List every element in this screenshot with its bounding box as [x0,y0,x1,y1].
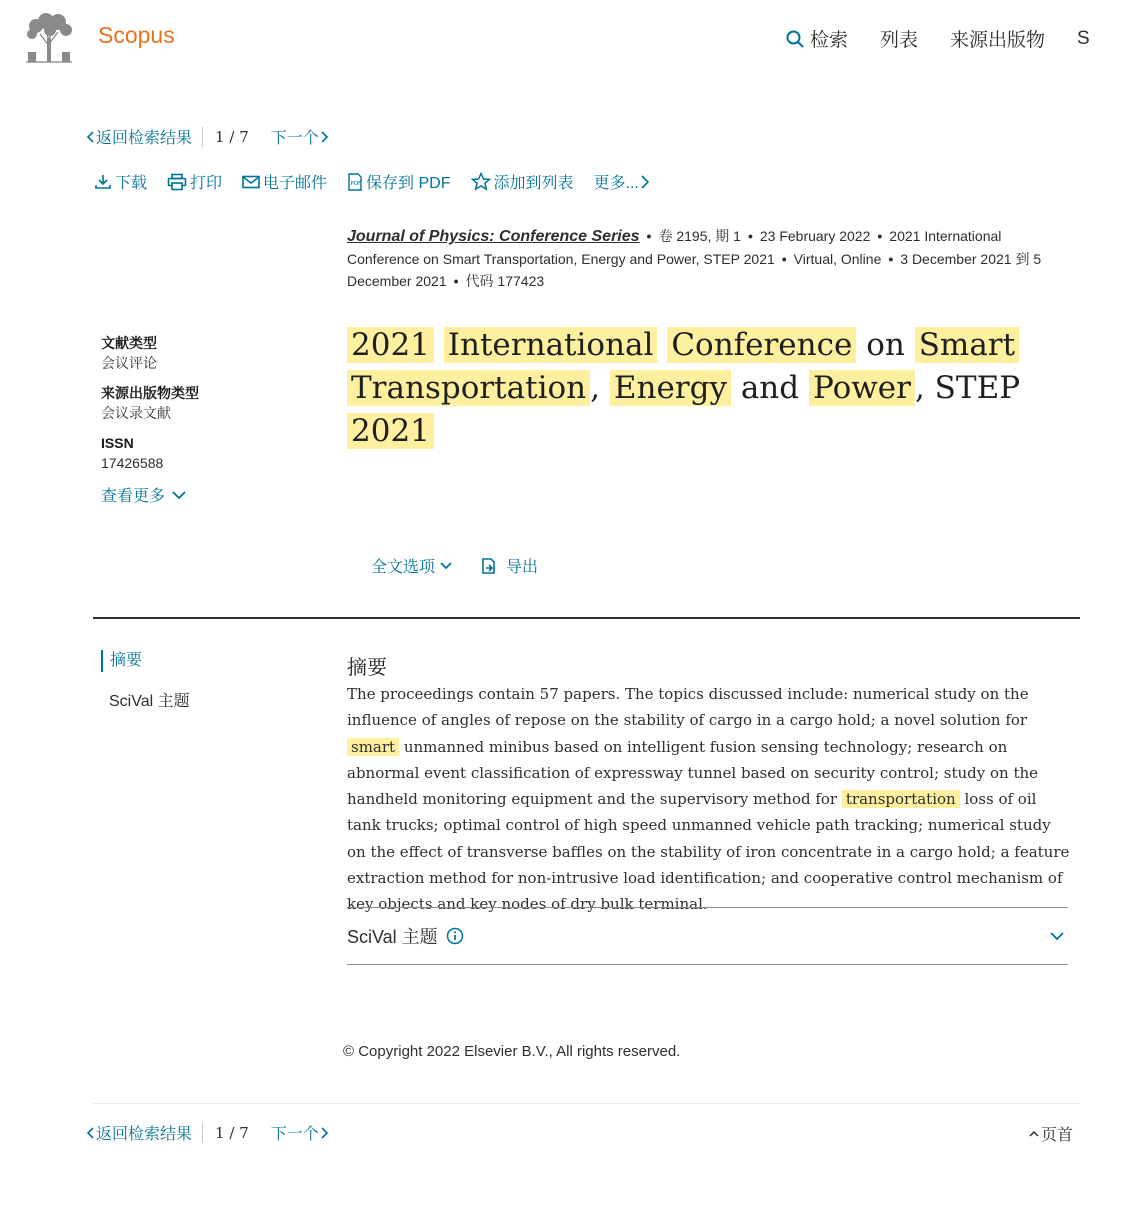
title-highlight: Power [809,370,915,406]
title-highlight: 2021 [347,327,434,363]
total-count: 7 [239,1123,249,1142]
scival-topics-accordion[interactable] [347,907,1068,965]
nav-search-label: 检索 [810,30,849,51]
sidenav-item-scival[interactable]: SciVal 主题 [109,693,190,710]
title-highlight: 2021 [347,413,434,449]
back-to-results-link[interactable] [86,125,192,148]
title-highlight: Smart [915,327,1019,363]
document-toolbar [94,170,674,193]
abstract-highlight: transportation [842,790,960,808]
more-actions-button[interactable] [594,170,654,193]
title-word: and [740,370,800,406]
full-text-options-button[interactable] [371,554,457,577]
conference-code: 代码 177423 [465,273,545,289]
total-count: 7 [239,127,249,146]
nav-search[interactable] [786,25,848,52]
nav-more-label: S [1077,27,1090,49]
star-icon [471,172,491,191]
document-title [347,324,1067,453]
next-result-link[interactable] [271,125,329,148]
source-type-label: 来源出版物类型 [101,385,199,401]
save-pdf-button[interactable] [347,170,450,193]
current-index: 1 [215,127,225,146]
scival-label: SciVal 主题 [347,927,438,947]
export-icon [479,556,499,576]
source-info [347,225,1057,292]
doc-type-value: 会议评论 [101,355,157,371]
document-actions [371,554,560,577]
section-sidenav [101,650,301,713]
nav-sources[interactable] [950,25,1045,52]
title-highlight: Transportation [347,370,590,406]
main-nav [786,25,1122,52]
result-pager [215,1124,249,1142]
chevron-left-icon [86,1126,96,1140]
title-word: on [866,327,905,363]
export-label: 导出 [506,559,539,576]
back-to-top-button[interactable] [1027,1122,1073,1145]
email-label: 电子邮件 [263,175,328,192]
back-to-top-label: 页首 [1041,1127,1074,1144]
conference-name: 2021 International Conference on Smart Transportation, Energy and Power, STEP 2021 [347,228,1002,267]
title-highlight: International [444,327,658,363]
chevron-right-icon [319,130,329,144]
scopus-brand[interactable]: Scopus [98,22,175,48]
volume-issue: 卷 2195, 期 1 [658,228,741,244]
full-text-options-label: 全文选项 [371,559,436,576]
title-word: , [590,370,600,406]
chevron-down-icon [435,559,457,573]
export-button[interactable] [479,554,538,577]
chevron-down-icon [165,488,191,502]
svg-text:PDF: PDF [350,180,362,187]
abstract-highlight: smart [347,738,399,756]
footer-divider [93,1103,1080,1104]
current-index: 1 [215,1123,225,1142]
elsevier-tree-logo[interactable] [20,12,78,64]
document-metadata [101,333,301,506]
pager-slash: / [229,1123,235,1142]
separator-dot: • [646,228,652,244]
view-more-label: 查看更多 [101,488,166,505]
pager-slash: / [229,127,235,146]
view-more-button[interactable] [101,483,301,506]
chevron-right-icon [319,1126,329,1140]
nav-more[interactable] [1077,28,1090,50]
scival-header [347,923,464,949]
download-button[interactable] [94,170,147,193]
back-to-results-label: 返回检索结果 [96,1126,193,1143]
nav-lists[interactable] [880,25,918,52]
journal-link[interactable]: Journal of Physics: Conference Series [347,228,640,245]
separator-dot: • [747,228,753,244]
title-highlight: Energy [610,370,731,406]
save-pdf-label: 保存到 PDF [366,175,451,192]
email-button[interactable] [242,170,327,193]
title-highlight: Conference [667,327,856,363]
back-to-results-label: 返回检索结果 [96,130,193,147]
divider [202,127,203,147]
search-icon [786,30,804,48]
print-button[interactable] [167,170,222,193]
section-divider [93,617,1080,619]
conference-dates: 3 December 2021 到 5 December 2021 [347,251,1042,289]
result-pager [215,128,249,146]
print-icon [167,173,187,191]
result-navigation-top [86,125,329,148]
chevron-up-icon [1027,1128,1041,1140]
source-type-value: 会议录文献 [101,405,171,421]
next-result-label: 下一个 [270,130,319,147]
more-actions-label: 更多... [593,175,639,192]
divider [202,1123,203,1143]
separator-dot: • [781,251,787,267]
separator-dot: • [888,251,894,267]
info-icon[interactable] [446,927,464,945]
result-navigation-bottom [86,1121,329,1144]
separator-dot: • [877,228,883,244]
add-to-list-label: 添加到列表 [493,175,574,192]
issn-label: ISSN [101,435,134,451]
nav-sources-label: 来源出版物 [950,30,1046,51]
abstract-heading: 摘要 [347,657,387,679]
chevron-down-icon[interactable] [1048,930,1066,942]
chevron-left-icon [86,130,96,144]
add-to-list-button[interactable] [471,170,574,193]
pdf-icon [347,173,363,191]
copyright-notice: © Copyright 2022 Elsevier B.V., All rights reserved. [343,1043,681,1060]
chevron-right-icon [639,174,651,190]
title-word: , STEP [914,370,1021,406]
next-result-link[interactable] [271,1121,329,1144]
issn-value: 17426588 [101,455,164,471]
abstract-segment: The proceedings contain 57 papers. The topics discussed include: numerical study on the influence of angles of repose on the stability of cargo in a cargo hold; a novel solution for [347,685,1029,730]
abstract-text [347,681,1072,918]
separator-dot: • [453,273,459,289]
top-header [0,0,1090,80]
download-icon [94,173,112,191]
back-to-results-link[interactable] [86,1121,192,1144]
abstract-segment: loss of oil tank trucks; optimal control of high speed unmanned vehicle path tracking; numerical study on the effect of transverse baffles on the stability of iron concentrate in a cargo hold; a feature extraction method for non-intrusive load identification; and cooperative control mechanism of key objects and key nodes of dry bulk terminal. [347,790,1070,914]
publication-date: 23 February 2022 [759,228,871,244]
sidenav-item-abstract[interactable]: 摘要 [101,650,301,672]
conference-location: Virtual, Online [793,251,882,267]
nav-lists-label: 列表 [880,30,919,51]
email-icon [242,175,260,189]
next-result-label: 下一个 [270,1126,319,1143]
doc-type-label: 文献类型 [101,335,157,351]
abstract-segment: unmanned minibus based on intelligent fusion sensing technology; research on abnormal event classification of expressway tunnel based on security control; study on the handheld monitoring equipment and the supervisory method for [347,737,1039,809]
print-label: 打印 [190,175,223,192]
download-label: 下载 [115,175,148,192]
